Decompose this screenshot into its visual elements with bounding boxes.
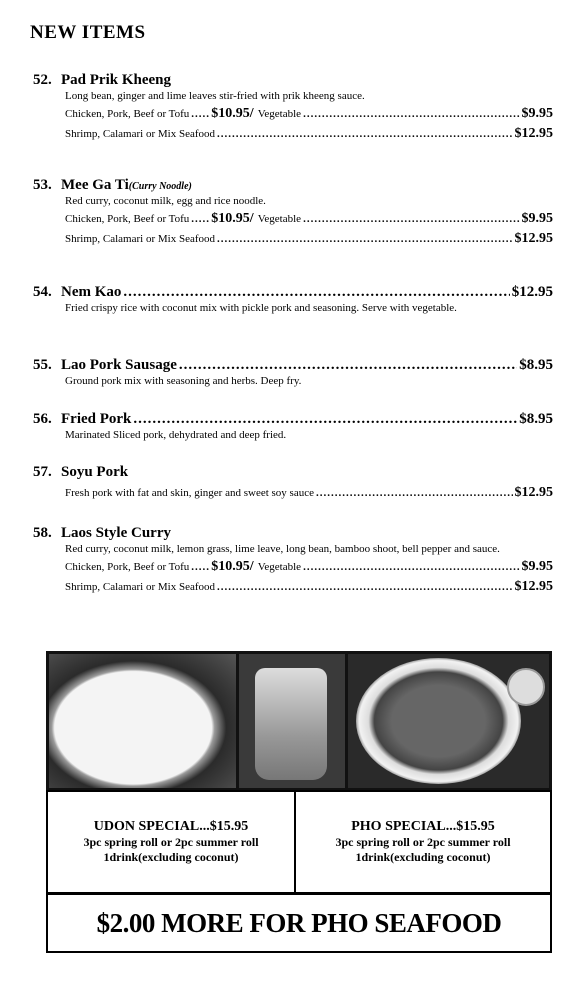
item-number: 58. xyxy=(33,525,52,541)
option-price: $12.95 xyxy=(514,126,553,141)
pho-bowl-photo xyxy=(348,654,549,788)
udon-special-line: 3pc spring roll or 2pc summer roll xyxy=(83,835,259,849)
item-number: 55. xyxy=(33,357,52,373)
item-name: Lao Pork Sausage xyxy=(61,357,177,373)
option-price: $12.95 xyxy=(514,579,553,594)
option-price: $10.95/ xyxy=(211,211,254,226)
item-name: Mee Ga Ti xyxy=(61,177,129,193)
udon-special-title: UDON SPECIAL...$15.95 xyxy=(93,819,249,834)
menu-item-54 xyxy=(33,284,553,316)
lime-icon xyxy=(507,668,545,706)
item-option-meat xyxy=(65,209,553,229)
item-number: 56. xyxy=(33,411,52,427)
option-label: Vegetable xyxy=(257,108,302,120)
pho-special-line: 1drink(excluding coconut) xyxy=(355,850,491,864)
item-option-seafood xyxy=(65,577,553,597)
item-name: Fried Pork xyxy=(61,411,132,427)
option-label: Chicken, Pork, Beef or Tofu xyxy=(65,561,190,573)
item-name: Laos Style Curry xyxy=(61,525,171,541)
item-description: Fried crispy rice with coconut mix with pickle pork and seasoning. Serve with vegetable. xyxy=(65,302,457,314)
item-price: $8.95 xyxy=(519,357,553,373)
item-option-meat xyxy=(65,104,553,124)
menu-item-57 xyxy=(33,464,553,503)
menu-item-52 xyxy=(33,72,553,144)
item-description: Marinated Sliced pork, dehydrated and deep fried. xyxy=(65,429,287,441)
option-price: $10.95/ xyxy=(211,559,254,574)
item-name: Pad Prik Kheeng xyxy=(61,72,172,88)
item-description: Fresh pork with fat and skin, ginger and sweet soy sauce xyxy=(65,487,314,499)
option-price: $9.95 xyxy=(521,211,553,226)
item-description: Red curry, coconut milk, egg and rice noodle. xyxy=(65,195,266,207)
option-price: $12.95 xyxy=(514,231,553,246)
pho-special-title: PHO SPECIAL...$15.95 xyxy=(351,819,495,834)
item-name: Nem Kao xyxy=(61,284,122,300)
section-title: NEW ITEMS xyxy=(30,22,146,43)
item-name: Soyu Pork xyxy=(61,464,129,480)
option-label: Vegetable xyxy=(257,213,302,225)
option-price: $9.95 xyxy=(521,106,553,121)
specials-row xyxy=(46,790,552,894)
item-option-seafood xyxy=(65,124,553,144)
option-label: Vegetable xyxy=(257,561,302,573)
pho-seafood-banner: $2.00 MORE FOR PHO SEAFOOD xyxy=(46,893,552,953)
udon-bowl-photo xyxy=(49,654,236,788)
item-description-row xyxy=(65,483,553,503)
item-description: Red curry, coconut milk, lemon grass, lime leave, long bean, bamboo shoot, bell pepper and sauce. xyxy=(65,543,500,555)
glass-icon xyxy=(255,668,327,780)
option-label: Shrimp, Calamari or Mix Seafood xyxy=(65,233,216,245)
item-number: 53. xyxy=(33,177,52,193)
item-number: 52. xyxy=(33,72,52,88)
item-description: Long bean, ginger and lime leaves stir-fried with prik kheeng sauce. xyxy=(65,90,365,102)
item-number: 54. xyxy=(33,284,52,300)
option-label: Shrimp, Calamari or Mix Seafood xyxy=(65,128,216,140)
option-label: Chicken, Pork, Beef or Tofu xyxy=(65,108,190,120)
food-photos xyxy=(46,651,552,791)
option-price: $10.95/ xyxy=(211,106,254,121)
item-number: 57. xyxy=(33,464,52,480)
udon-special-line: 1drink(excluding coconut) xyxy=(103,850,239,864)
option-label: Chicken, Pork, Beef or Tofu xyxy=(65,213,190,225)
option-price: $9.95 xyxy=(521,559,553,574)
pho-special-box xyxy=(296,790,552,894)
item-subtitle: (Curry Noodle) xyxy=(128,181,192,192)
menu-item-55 xyxy=(33,357,553,389)
item-price: $12.95 xyxy=(514,485,553,500)
bowl-icon xyxy=(356,658,521,784)
item-description: Ground pork mix with seasoning and herbs. Deep fry. xyxy=(65,375,302,387)
item-price: $12.95 xyxy=(511,284,553,300)
item-option-meat xyxy=(65,557,553,577)
item-option-seafood xyxy=(65,229,553,249)
item-price: $8.95 xyxy=(519,411,553,427)
menu-item-56 xyxy=(33,411,553,443)
option-label: Shrimp, Calamari or Mix Seafood xyxy=(65,581,216,593)
pho-special-line: 3pc spring roll or 2pc summer roll xyxy=(335,835,511,849)
drink-glass-photo xyxy=(239,654,345,788)
menu-item-53 xyxy=(33,177,553,249)
udon-special-box xyxy=(46,790,296,894)
menu-item-58 xyxy=(33,525,553,597)
